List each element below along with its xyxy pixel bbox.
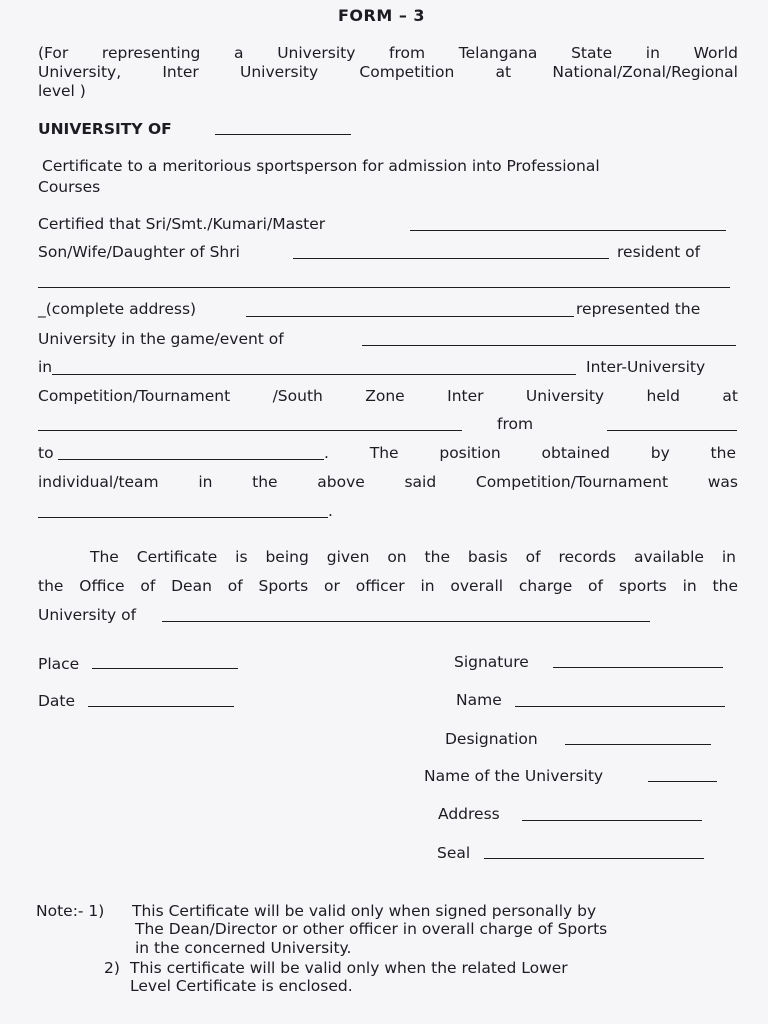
note-item-1-line-2: The Dean/Director or other officer in overall charge of Sports — [135, 920, 608, 938]
to-date-blank[interactable] — [58, 459, 324, 460]
parent-name-label: Son/Wife/Daughter of Shri — [38, 243, 240, 261]
university-name-blank[interactable] — [162, 621, 650, 622]
seal-blank[interactable] — [484, 858, 704, 859]
certified-that-label: Certified that Sri/Smt./Kumari/Master — [38, 215, 326, 233]
complete-address-label: _(complete address) — [38, 300, 197, 318]
seal-label: Seal — [437, 844, 471, 862]
venue-blank[interactable] — [38, 430, 462, 431]
from-label: from — [497, 415, 534, 433]
place-blank[interactable] — [92, 668, 238, 669]
address-label: Address — [438, 805, 500, 823]
certificate-desc-line-1: Certificate to a meritorious sportsperson for admission into Professional — [42, 157, 600, 175]
represented-the-label: represented the — [576, 300, 701, 318]
name-of-university-label: Name of the University — [424, 767, 604, 785]
basis-para-line-3: University of — [38, 606, 137, 624]
signature-blank[interactable] — [553, 667, 723, 668]
intro-line-2: University, Inter University Competition at National/Zonal/Regional — [38, 63, 738, 81]
position-obtained-text: . The position obtained by the — [324, 444, 736, 462]
individual-team-line: individual/team in the above said Competition/Tournament was — [38, 473, 738, 491]
inter-university-label: Inter-University — [586, 358, 706, 376]
address-line-blank[interactable] — [38, 287, 730, 288]
in-label: in — [38, 358, 53, 376]
basis-para-line-1: The Certificate is being given on the basis of records available in — [90, 548, 736, 566]
game-event-label: University in the game/event of — [38, 330, 284, 348]
designation-label: Designation — [445, 730, 538, 748]
university-of-label: UNIVERSITY OF — [38, 120, 172, 138]
note-label: Note:- 1) — [36, 902, 105, 920]
place-label: Place — [38, 655, 80, 673]
position-blank[interactable] — [38, 517, 328, 518]
note-item-2-line-2: Level Certificate is enclosed. — [130, 977, 353, 995]
name-of-university-blank[interactable] — [648, 781, 717, 782]
final-period: . — [328, 502, 333, 520]
from-date-blank[interactable] — [607, 430, 737, 431]
competition-line: Competition/Tournament /South Zone Inter University held at — [38, 387, 738, 405]
signature-label: Signature — [454, 653, 529, 671]
note-item-1-line-3: in the concerned University. — [135, 939, 352, 957]
resident-of-label: resident of — [617, 243, 701, 261]
note-item-2-number: 2) — [104, 959, 120, 977]
candidate-name-blank[interactable] — [410, 230, 726, 231]
name-blank[interactable] — [515, 706, 725, 707]
game-event-blank[interactable] — [362, 345, 736, 346]
certificate-desc-line-2: Courses — [38, 178, 101, 196]
designation-blank[interactable] — [565, 744, 711, 745]
note-item-1-line-1: This Certificate will be valid only when signed personally by — [132, 902, 597, 920]
note-item-2-line-1: This certificate will be valid only when the related Lower — [130, 959, 568, 977]
to-label: to — [38, 444, 54, 462]
university-of-blank[interactable] — [215, 134, 351, 135]
address-blank[interactable] — [522, 820, 702, 821]
complete-address-blank[interactable] — [246, 316, 574, 317]
form-title: FORM – 3 — [338, 6, 426, 25]
name-label: Name — [456, 691, 502, 709]
date-label: Date — [38, 692, 76, 710]
parent-name-blank[interactable] — [293, 258, 609, 259]
intro-line-1: (For representing a University from Telangana State in World — [38, 44, 738, 62]
date-blank[interactable] — [88, 706, 234, 707]
intro-line-3: level ) — [38, 82, 86, 100]
basis-para-line-2: the Office of Dean of Sports or officer in overall charge of sports in the — [38, 577, 738, 595]
competition-level-blank[interactable] — [52, 374, 576, 375]
